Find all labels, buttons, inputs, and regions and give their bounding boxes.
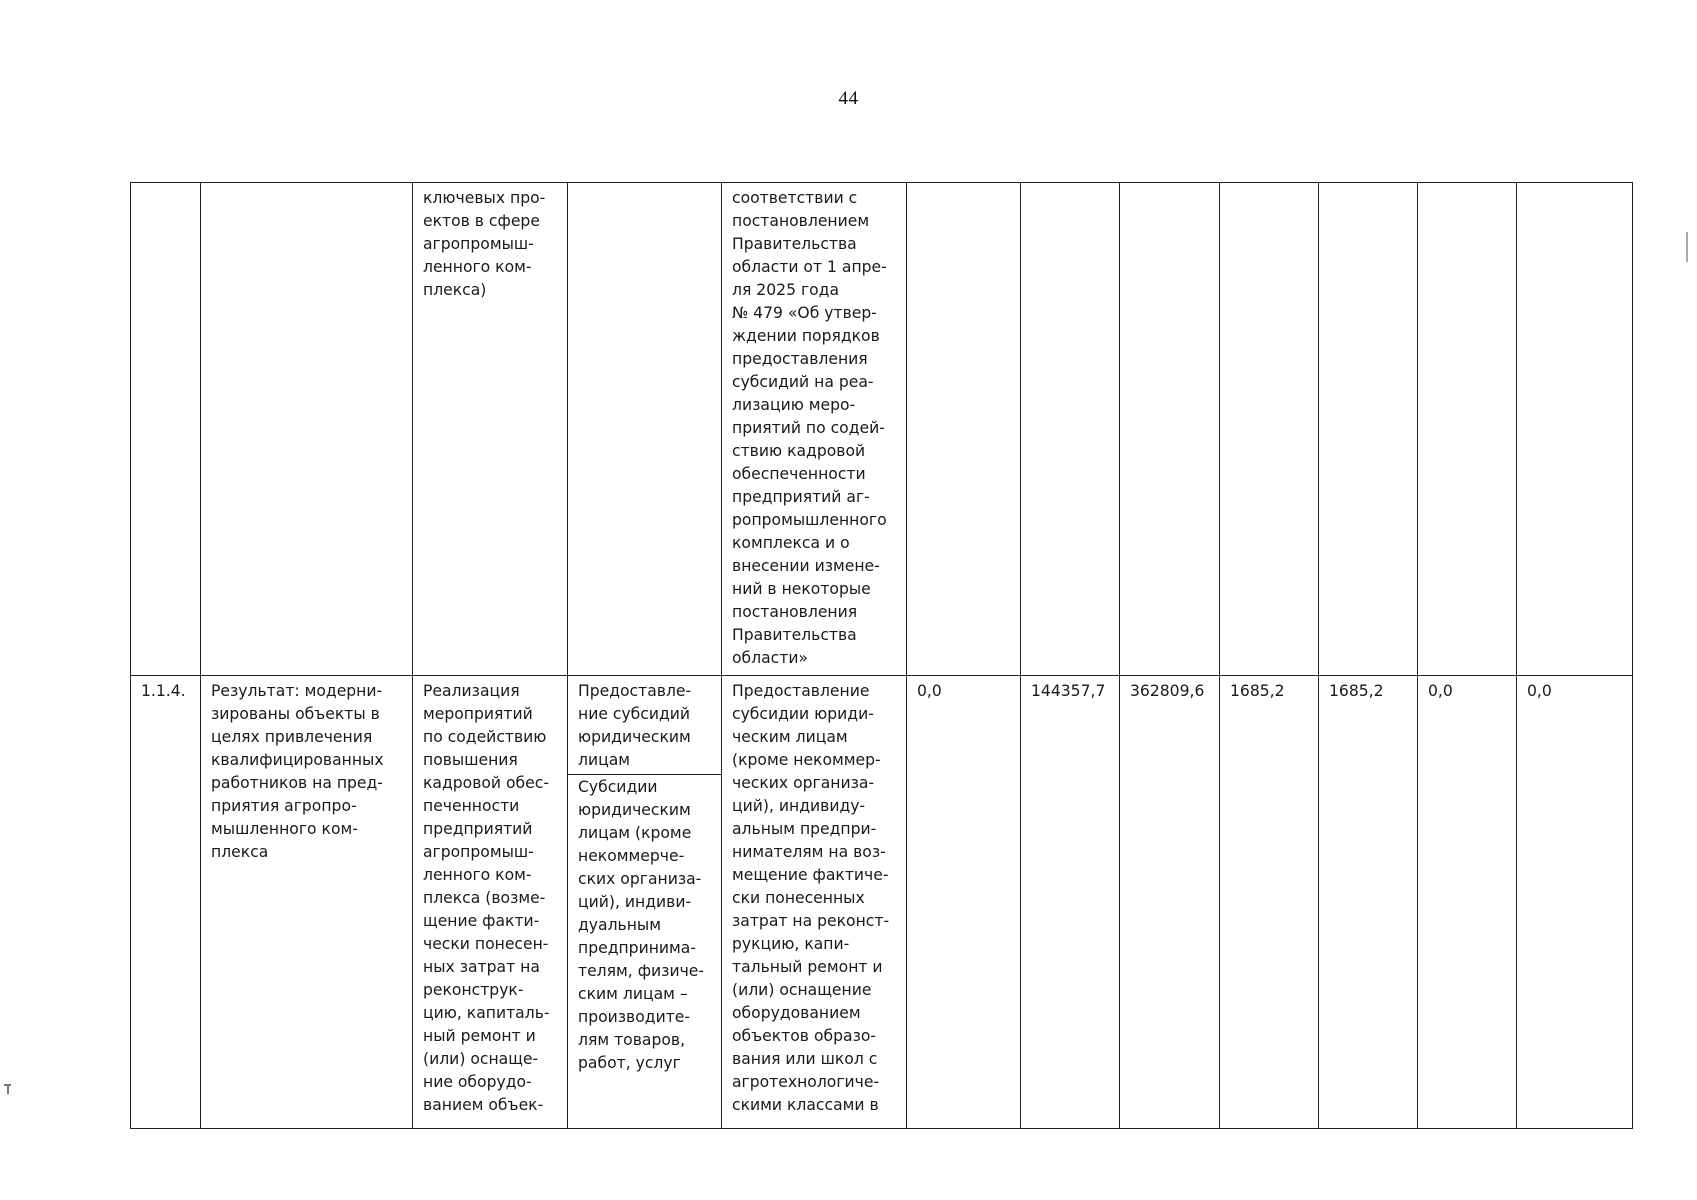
text-line: предпринима- (578, 939, 696, 957)
text-line: ствию кадровой (732, 442, 866, 460)
text-line: плекса (возме- (423, 889, 546, 907)
text-line: (или) оснащение (732, 981, 872, 999)
text-line: скими классами в (732, 1096, 879, 1114)
cell-value-6: 0,0 (1418, 676, 1517, 1129)
text-line: постановлением (732, 212, 870, 230)
text-line: соответствии с (732, 189, 858, 207)
text-line: лицам (578, 751, 631, 769)
text-line: юридическим (578, 728, 691, 746)
text-line: работников на пред- (211, 774, 383, 792)
text-line: мероприятий (423, 705, 533, 723)
text-line: субсидии юриди- (732, 705, 874, 723)
text-line: области» (732, 649, 809, 667)
text-line: ропромышленного (732, 511, 887, 529)
text-line: Субсидии (578, 778, 658, 796)
table-row-1-1-4 (131, 676, 1633, 1129)
text-line: целях привлечения (211, 728, 373, 746)
cell-value (1319, 183, 1418, 676)
cell-value-1: 0,0 (907, 676, 1021, 1129)
cell-measure (413, 183, 568, 676)
cell-value-4: 1685,2 (1220, 676, 1319, 1129)
text-line: оборудованием (732, 1004, 861, 1022)
text-line: области от 1 апре- (732, 258, 887, 276)
text-line: квалифицированных (211, 751, 384, 769)
text-line: зированы объекты в (211, 705, 380, 723)
text-line: лям товаров, (578, 1031, 686, 1049)
text-line: ных затрат на (423, 958, 540, 976)
text-line: по содействию (423, 728, 547, 746)
text-line: предприятий аг- (732, 488, 870, 506)
text-line: Правительства (732, 235, 857, 253)
text-line: некоммерче- (578, 847, 685, 865)
text-line: кадровой обес- (423, 774, 549, 792)
text-line: ческим лицам (732, 728, 848, 746)
text-line: ским лицам – (578, 985, 688, 1003)
cell-basis (722, 676, 907, 1129)
cell-type (568, 676, 722, 1129)
cell-value (1021, 183, 1120, 676)
text-line: ключевых про- (423, 189, 546, 207)
text-line: объектов образо- (732, 1027, 877, 1045)
text-line: ние оборудо- (423, 1073, 532, 1091)
text-line: телям, физиче- (578, 962, 705, 980)
text-line: обеспеченности (732, 465, 866, 483)
text-line: мещение фактиче- (732, 866, 889, 884)
text-line: цию, капиталь- (423, 1004, 550, 1022)
page-number: 44 (838, 88, 859, 109)
type-subsidy-recipients (578, 775, 715, 1075)
text-line: ленного ком- (423, 866, 532, 884)
cell-value-5: 1685,2 (1319, 676, 1418, 1129)
text-line: повышения (423, 751, 518, 769)
text-line: (кроме некоммер- (732, 751, 881, 769)
text-line: ля 2025 года (732, 281, 840, 299)
text-line: ческих организа- (732, 774, 875, 792)
scan-speck (7, 1086, 9, 1094)
text-line: комплекса и о (732, 534, 850, 552)
text-line: рукцию, капи- (732, 935, 850, 953)
text-line: (или) оснаще- (423, 1050, 539, 1068)
text-line: агропромыш- (423, 843, 534, 861)
text-line: юридическим (578, 801, 691, 819)
text-line: производите- (578, 1008, 691, 1026)
type-subsidy-form (568, 680, 721, 775)
text-line: ски понесенных (732, 889, 865, 907)
cell-result (201, 676, 413, 1129)
text-line: щение факти- (423, 912, 540, 930)
text-line: приятий по содей- (732, 419, 885, 437)
text-line: приятия агропро- (211, 797, 357, 815)
text-line: ленного ком- (423, 258, 532, 276)
text-line: лицам (кроме (578, 824, 692, 842)
text-line: работ, услуг (578, 1054, 681, 1072)
text-line: нимателям на воз- (732, 843, 886, 861)
text-line: мышленного ком- (211, 820, 358, 838)
text-line: агропромыш- (423, 235, 534, 253)
text-line: ний в некоторые (732, 580, 871, 598)
cell-value (1220, 183, 1319, 676)
cell-type (568, 183, 722, 676)
text-line: альным предпри- (732, 820, 877, 838)
text-line: тальный ремонт и (732, 958, 883, 976)
cell-number (131, 183, 201, 676)
cell-basis (722, 183, 907, 676)
text-line: реконструк- (423, 981, 524, 999)
text-line: Предоставле- (578, 682, 692, 700)
text-line: внесении измене- (732, 557, 880, 575)
cell-number: 1.1.4. (131, 676, 201, 1129)
table-row-continued (131, 183, 1633, 676)
text-line: субсидий на реа- (732, 373, 874, 391)
cell-value-2: 144357,7 (1021, 676, 1120, 1129)
cell-result (201, 183, 413, 676)
text-line: ций), индиви- (578, 893, 692, 911)
text-line: Предоставление (732, 682, 870, 700)
text-line: ный ремонт и (423, 1027, 536, 1045)
text-line: агротехнологиче- (732, 1073, 880, 1091)
cell-value-3: 362809,6 (1120, 676, 1220, 1129)
text-line: предприятий (423, 820, 533, 838)
cell-value (1120, 183, 1220, 676)
text-line: лизацию меро- (732, 396, 856, 414)
text-line: плекса) (423, 281, 487, 299)
text-line: ектов в сфере (423, 212, 540, 230)
text-line: Реализация (423, 682, 520, 700)
text-line: плекса (211, 843, 269, 861)
text-line: предоставления (732, 350, 868, 368)
text-line: Результат: модерни- (211, 682, 383, 700)
cell-value (1418, 183, 1517, 676)
text-line: ние субсидий (578, 705, 691, 723)
text-line: постановления (732, 603, 858, 621)
cell-value (1517, 183, 1633, 676)
text-line: ских организа- (578, 870, 702, 888)
text-line: вания или школ с (732, 1050, 878, 1068)
scan-speck (1686, 232, 1688, 262)
text-line: дуальным (578, 916, 661, 934)
text-line: ванием объек- (423, 1096, 544, 1114)
cell-value (907, 183, 1021, 676)
text-line: печенности (423, 797, 520, 815)
text-line: ждении порядков (732, 327, 880, 345)
text-line: Правительства (732, 626, 857, 644)
cell-measure (413, 676, 568, 1129)
text-line: ций), индивиду- (732, 797, 866, 815)
program-table (130, 182, 1633, 1129)
text-line: затрат на реконст- (732, 912, 890, 930)
cell-value-7: 0,0 (1517, 676, 1633, 1129)
text-line: № 479 «Об утвер- (732, 304, 877, 322)
text-line: чески понесен- (423, 935, 549, 953)
